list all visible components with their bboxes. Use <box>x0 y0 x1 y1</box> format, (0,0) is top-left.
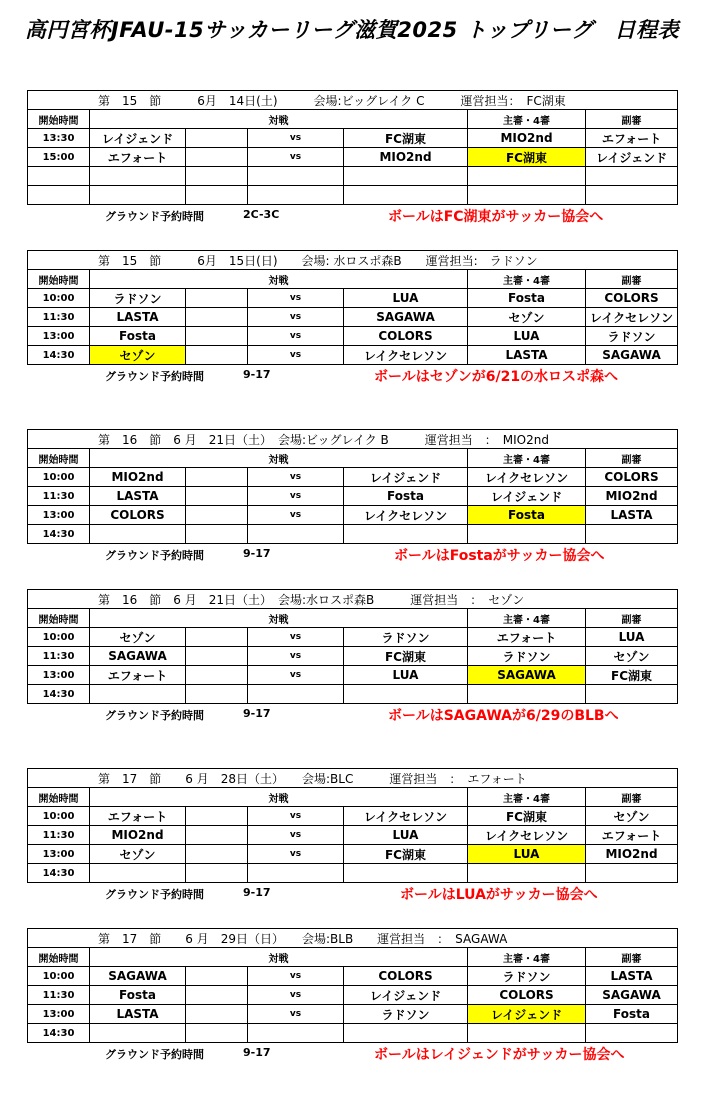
match-row <box>28 647 678 666</box>
referee-main <box>468 186 586 205</box>
header-row <box>28 270 678 289</box>
referee-main: エフォート <box>468 628 586 647</box>
referee-main: MIO2nd <box>468 129 586 148</box>
spacer-cell <box>186 685 248 704</box>
spacer-cell <box>186 506 248 525</box>
referee-sub: MIO2nd <box>586 845 678 864</box>
away-team <box>344 186 468 205</box>
away-team: FC湖東 <box>344 647 468 666</box>
home-team: COLORS <box>90 506 186 525</box>
home-team <box>90 167 186 186</box>
header-start-time: 開始時間 <box>28 948 90 967</box>
round-info-row <box>28 91 678 110</box>
ball-note: ボールはFC湖東がサッカー協会へ <box>388 209 604 225</box>
round-info-row <box>28 430 678 449</box>
referee-main: FC湖東 <box>468 807 586 826</box>
header-match: 対戦 <box>90 110 468 129</box>
ball-note: ボールはLUAがサッカー協会へ <box>400 887 598 903</box>
referee-main: SAGAWA <box>468 666 586 685</box>
spacer-cell <box>186 666 248 685</box>
home-team: LASTA <box>90 1005 186 1024</box>
referee-main <box>468 167 586 186</box>
away-team: COLORS <box>344 327 468 346</box>
vs-label: vs <box>248 148 344 167</box>
vs-label: vs <box>248 628 344 647</box>
header-start-time: 開始時間 <box>28 788 90 807</box>
header-match: 対戦 <box>90 609 468 628</box>
vs-label <box>248 186 344 205</box>
away-team: COLORS <box>344 967 468 986</box>
spacer-cell <box>186 487 248 506</box>
ball-note: ボールはSAGAWAが6/29のBLBへ <box>388 708 619 724</box>
match-row <box>28 525 678 544</box>
spacer-cell <box>186 826 248 845</box>
match-row <box>28 308 678 327</box>
header-referee-main: 主審・4審 <box>468 110 586 129</box>
referee-sub <box>586 167 678 186</box>
referee-sub: LUA <box>586 628 678 647</box>
referee-main: レイジェンド <box>468 487 586 506</box>
start-time: 14:30 <box>28 525 90 544</box>
away-team: MIO2nd <box>344 148 468 167</box>
header-row <box>28 948 678 967</box>
away-team <box>344 167 468 186</box>
vs-label: vs <box>248 666 344 685</box>
ground-time: 9-17 <box>243 886 271 899</box>
header-referee-main: 主審・4審 <box>468 948 586 967</box>
vs-label: vs <box>248 327 344 346</box>
start-time: 10:00 <box>28 289 90 308</box>
match-row <box>28 186 678 205</box>
ground-footer <box>27 365 677 385</box>
spacer-cell <box>186 129 248 148</box>
page-title: 高円宮杯JFAU-15サッカーリーグ滋賀2025 トップリーグ 日程表 <box>24 18 680 42</box>
referee-sub: セゾン <box>586 647 678 666</box>
vs-label: vs <box>248 1005 344 1024</box>
home-team <box>90 685 186 704</box>
away-team: FC湖東 <box>344 845 468 864</box>
referee-sub: レイジェンド <box>586 148 678 167</box>
spacer-cell <box>186 148 248 167</box>
match-row <box>28 807 678 826</box>
referee-sub: COLORS <box>586 289 678 308</box>
round-info-row <box>28 590 678 609</box>
header-row <box>28 449 678 468</box>
start-time: 11:30 <box>28 647 90 666</box>
home-team <box>90 864 186 883</box>
home-team: SAGAWA <box>90 967 186 986</box>
start-time: 13:30 <box>28 129 90 148</box>
referee-sub: エフォート <box>586 129 678 148</box>
home-team: レイジェンド <box>90 129 186 148</box>
match-row <box>28 129 678 148</box>
away-team: レイクセレソン <box>344 346 468 365</box>
spacer-cell <box>186 845 248 864</box>
referee-main: セゾン <box>468 308 586 327</box>
away-team: LUA <box>344 289 468 308</box>
ground-footer <box>27 1043 677 1063</box>
vs-label: vs <box>248 487 344 506</box>
header-referee-sub: 副審 <box>586 449 678 468</box>
spacer-cell <box>186 308 248 327</box>
home-team: LASTA <box>90 308 186 327</box>
referee-sub: ラドソン <box>586 327 678 346</box>
away-team <box>344 525 468 544</box>
schedule-table <box>27 250 678 365</box>
vs-label: vs <box>248 807 344 826</box>
ball-note: ボールはセゾンが6/21の水ロスポ森へ <box>374 369 619 385</box>
start-time: 11:30 <box>28 986 90 1005</box>
vs-label: vs <box>248 826 344 845</box>
round-info: 第 17 節 6 月 28日（土） 会場:BLC 運営担当 ： エフォート <box>28 769 678 788</box>
home-team: SAGAWA <box>90 647 186 666</box>
vs-label: vs <box>248 129 344 148</box>
match-row <box>28 845 678 864</box>
spacer-cell <box>186 525 248 544</box>
header-start-time: 開始時間 <box>28 609 90 628</box>
schedule-table <box>27 90 678 205</box>
spacer-cell <box>186 186 248 205</box>
ball-note: ボールはFostaがサッカー協会へ <box>394 548 605 564</box>
match-row <box>28 826 678 845</box>
round-info: 第 15 節 6月 15日(日) 会場: 水ロスポ森B 運営担当: ラドソン <box>28 251 678 270</box>
referee-main: Fosta <box>468 289 586 308</box>
spacer-cell <box>186 289 248 308</box>
referee-main <box>468 685 586 704</box>
referee-sub <box>586 186 678 205</box>
referee-sub <box>586 685 678 704</box>
round-info-row <box>28 769 678 788</box>
referee-main: LUA <box>468 327 586 346</box>
referee-sub: FC湖東 <box>586 666 678 685</box>
away-team: レイジェンド <box>344 986 468 1005</box>
match-row <box>28 864 678 883</box>
header-row <box>28 110 678 129</box>
away-team: レイジェンド <box>344 468 468 487</box>
ground-label: グラウンド予約時間 <box>105 888 204 901</box>
referee-sub: Fosta <box>586 1005 678 1024</box>
away-team <box>344 1024 468 1043</box>
ground-footer <box>27 205 677 225</box>
referee-main: ラドソン <box>468 967 586 986</box>
home-team: Fosta <box>90 986 186 1005</box>
start-time: 14:30 <box>28 346 90 365</box>
ground-label: グラウンド予約時間 <box>105 549 204 562</box>
spacer-cell <box>186 628 248 647</box>
header-referee-sub: 副審 <box>586 270 678 289</box>
schedule-table <box>27 589 678 704</box>
referee-main: LASTA <box>468 346 586 365</box>
home-team: エフォート <box>90 148 186 167</box>
ground-label: グラウンド予約時間 <box>105 370 204 383</box>
vs-label <box>248 1024 344 1043</box>
ground-footer <box>27 704 677 724</box>
referee-main: ラドソン <box>468 647 586 666</box>
schedule-block <box>27 928 677 1063</box>
referee-main <box>468 525 586 544</box>
ground-time: 2C-3C <box>243 208 280 221</box>
referee-sub: SAGAWA <box>586 346 678 365</box>
away-team: ラドソン <box>344 1005 468 1024</box>
away-team: Fosta <box>344 487 468 506</box>
referee-sub: セゾン <box>586 807 678 826</box>
match-row <box>28 289 678 308</box>
match-row <box>28 666 678 685</box>
ground-time: 9-17 <box>243 547 271 560</box>
start-time: 10:00 <box>28 468 90 487</box>
spacer-cell <box>186 167 248 186</box>
header-row <box>28 788 678 807</box>
referee-main: Fosta <box>468 506 586 525</box>
match-row <box>28 327 678 346</box>
header-match: 対戦 <box>90 948 468 967</box>
start-time: 13:00 <box>28 506 90 525</box>
referee-sub: レイクセレソン <box>586 308 678 327</box>
match-row <box>28 346 678 365</box>
start-time: 11:30 <box>28 826 90 845</box>
start-time: 10:00 <box>28 807 90 826</box>
start-time: 10:00 <box>28 967 90 986</box>
spacer-cell <box>186 864 248 883</box>
start-time: 13:00 <box>28 845 90 864</box>
schedule-table <box>27 928 678 1043</box>
referee-main: LUA <box>468 845 586 864</box>
start-time: 13:00 <box>28 1005 90 1024</box>
match-row <box>28 468 678 487</box>
ball-note: ボールはレイジェンドがサッカー協会へ <box>374 1047 625 1063</box>
start-time: 13:00 <box>28 666 90 685</box>
referee-sub <box>586 525 678 544</box>
referee-main <box>468 1024 586 1043</box>
schedule-block <box>27 589 677 724</box>
home-team <box>90 186 186 205</box>
header-match: 対戦 <box>90 788 468 807</box>
vs-label: vs <box>248 845 344 864</box>
start-time: 14:30 <box>28 685 90 704</box>
spacer-cell <box>186 1024 248 1043</box>
away-team: SAGAWA <box>344 308 468 327</box>
header-match: 対戦 <box>90 270 468 289</box>
match-row <box>28 506 678 525</box>
referee-sub <box>586 1024 678 1043</box>
start-time: 10:00 <box>28 628 90 647</box>
vs-label: vs <box>248 967 344 986</box>
match-row <box>28 1024 678 1043</box>
header-match: 対戦 <box>90 449 468 468</box>
vs-label: vs <box>248 289 344 308</box>
referee-sub <box>586 864 678 883</box>
away-team <box>344 864 468 883</box>
away-team: FC湖東 <box>344 129 468 148</box>
ground-footer <box>27 544 677 564</box>
home-team: Fosta <box>90 327 186 346</box>
referee-sub: COLORS <box>586 468 678 487</box>
spacer-cell <box>186 647 248 666</box>
home-team: セゾン <box>90 346 186 365</box>
spacer-cell <box>186 1005 248 1024</box>
match-row <box>28 148 678 167</box>
referee-main: レイジェンド <box>468 1005 586 1024</box>
home-team: エフォート <box>90 666 186 685</box>
away-team: レイクセレソン <box>344 807 468 826</box>
header-referee-main: 主審・4審 <box>468 449 586 468</box>
ground-footer <box>27 883 677 903</box>
match-row <box>28 685 678 704</box>
home-team: LASTA <box>90 487 186 506</box>
vs-label: vs <box>248 986 344 1005</box>
home-team: セゾン <box>90 628 186 647</box>
spacer-cell <box>186 967 248 986</box>
referee-main: FC湖東 <box>468 148 586 167</box>
start-time: 15:00 <box>28 148 90 167</box>
round-info: 第 15 節 6月 14日(土) 会場:ビッグレイク C 運営担当： FC湖東 <box>28 91 678 110</box>
ground-label: グラウンド予約時間 <box>105 1048 204 1061</box>
referee-main <box>468 864 586 883</box>
vs-label <box>248 525 344 544</box>
start-time: 14:30 <box>28 864 90 883</box>
round-info: 第 17 節 6 月 29日（日） 会場:BLB 運営担当 ： SAGAWA <box>28 929 678 948</box>
round-info: 第 16 節 6 月 21日（土） 会場:水ロスポ森B 運営担当 ： セゾン <box>28 590 678 609</box>
spacer-cell <box>186 807 248 826</box>
referee-sub: LASTA <box>586 506 678 525</box>
home-team <box>90 1024 186 1043</box>
header-referee-sub: 副審 <box>586 609 678 628</box>
round-info-row <box>28 251 678 270</box>
start-time <box>28 167 90 186</box>
match-row <box>28 967 678 986</box>
round-info: 第 16 節 6 月 21日（土） 会場:ビッグレイク B 運営担当 ： MIO2nd <box>28 430 678 449</box>
start-time: 14:30 <box>28 1024 90 1043</box>
vs-label: vs <box>248 647 344 666</box>
ground-label: グラウンド予約時間 <box>105 709 204 722</box>
ground-time: 9-17 <box>243 1046 271 1059</box>
schedule-block <box>27 250 677 385</box>
referee-sub: LASTA <box>586 967 678 986</box>
header-start-time: 開始時間 <box>28 449 90 468</box>
home-team: MIO2nd <box>90 826 186 845</box>
header-start-time: 開始時間 <box>28 270 90 289</box>
spacer-cell <box>186 327 248 346</box>
start-time: 13:00 <box>28 327 90 346</box>
match-row <box>28 167 678 186</box>
match-row <box>28 487 678 506</box>
header-referee-sub: 副審 <box>586 948 678 967</box>
away-team: ラドソン <box>344 628 468 647</box>
vs-label <box>248 167 344 186</box>
referee-sub: エフォート <box>586 826 678 845</box>
spacer-cell <box>186 346 248 365</box>
spacer-cell <box>186 468 248 487</box>
away-team <box>344 685 468 704</box>
header-start-time: 開始時間 <box>28 110 90 129</box>
match-row <box>28 1005 678 1024</box>
home-team: セゾン <box>90 845 186 864</box>
ground-label: グラウンド予約時間 <box>105 210 204 223</box>
header-referee-sub: 副審 <box>586 788 678 807</box>
away-team: LUA <box>344 666 468 685</box>
vs-label: vs <box>248 468 344 487</box>
header-referee-main: 主審・4審 <box>468 270 586 289</box>
header-referee-main: 主審・4審 <box>468 609 586 628</box>
start-time: 11:30 <box>28 487 90 506</box>
away-team: LUA <box>344 826 468 845</box>
spacer-cell <box>186 986 248 1005</box>
match-row <box>28 628 678 647</box>
vs-label <box>248 685 344 704</box>
schedule-block <box>27 429 677 564</box>
ground-time: 9-17 <box>243 368 271 381</box>
referee-main: レイクセレソン <box>468 826 586 845</box>
schedule-block <box>27 90 677 225</box>
schedule-block <box>27 768 677 903</box>
header-row <box>28 609 678 628</box>
vs-label: vs <box>248 346 344 365</box>
away-team: レイクセレソン <box>344 506 468 525</box>
match-row <box>28 986 678 1005</box>
schedule-table <box>27 768 678 883</box>
schedule-table <box>27 429 678 544</box>
home-team <box>90 525 186 544</box>
vs-label: vs <box>248 506 344 525</box>
home-team: ラドソン <box>90 289 186 308</box>
referee-sub: MIO2nd <box>586 487 678 506</box>
referee-main: レイクセレソン <box>468 468 586 487</box>
round-info-row <box>28 929 678 948</box>
home-team: MIO2nd <box>90 468 186 487</box>
referee-sub: SAGAWA <box>586 986 678 1005</box>
header-referee-sub: 副審 <box>586 110 678 129</box>
vs-label <box>248 864 344 883</box>
start-time <box>28 186 90 205</box>
start-time: 11:30 <box>28 308 90 327</box>
vs-label: vs <box>248 308 344 327</box>
referee-main: COLORS <box>468 986 586 1005</box>
ground-time: 9-17 <box>243 707 271 720</box>
header-referee-main: 主審・4審 <box>468 788 586 807</box>
home-team: エフォート <box>90 807 186 826</box>
